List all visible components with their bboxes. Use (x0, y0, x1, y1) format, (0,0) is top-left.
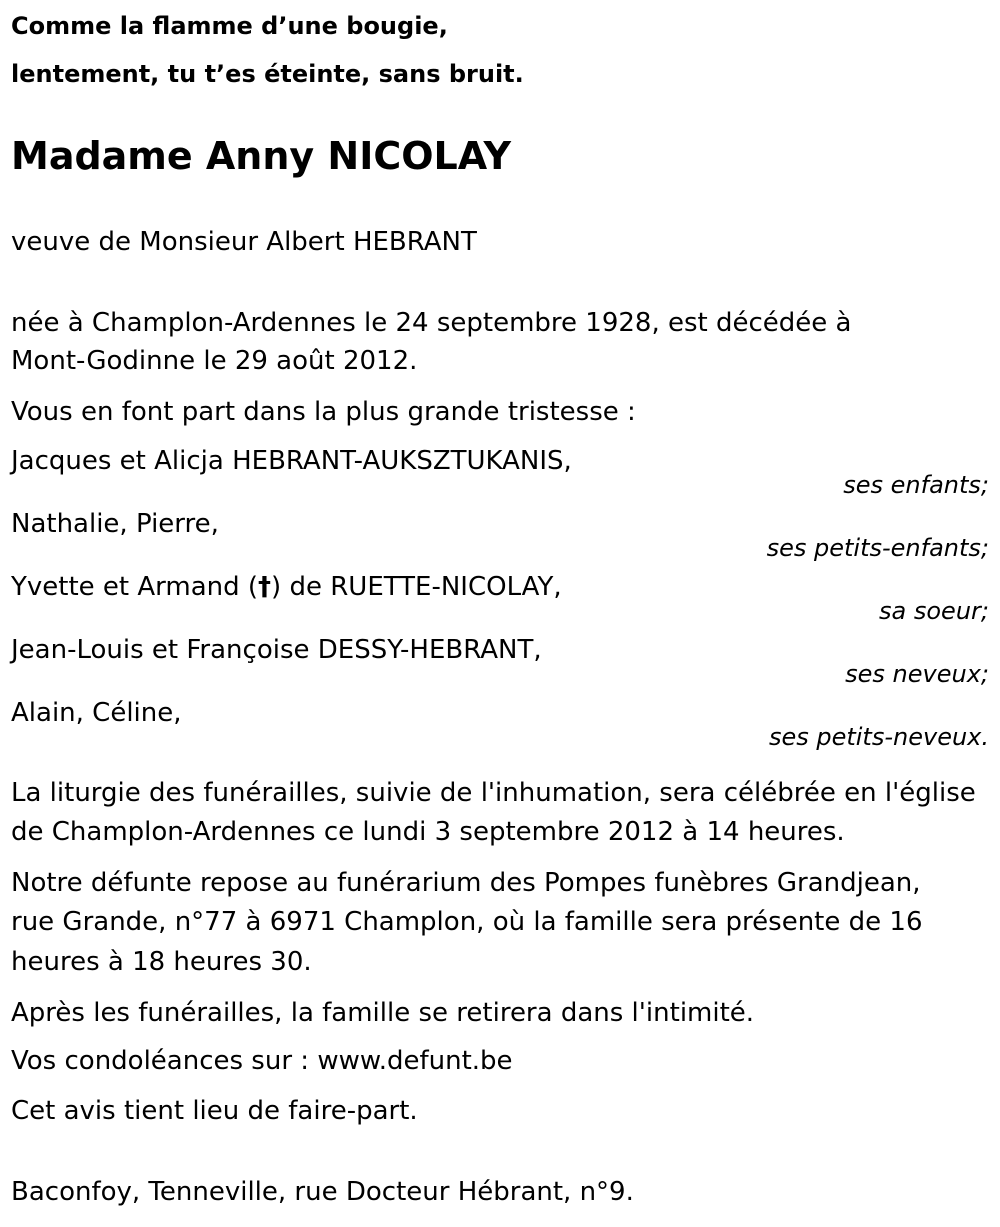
family-names-5: Alain, Céline, (11, 698, 182, 728)
family-role-4: ses neveux; (845, 660, 989, 688)
family-role-2: ses petits-enfants; (766, 534, 989, 562)
birth-death-line-2: Mont-Godinne le 29 août 2012. (11, 346, 418, 376)
family-names-3-part-1: Yvette et Armand ( (11, 572, 259, 602)
notice-line: Cet avis tient lieu de faire-part. (11, 1096, 418, 1126)
family-address: Baconfoy, Tenneville, rue Docteur Hébrant, n°9. (11, 1177, 634, 1207)
epigraph-line-1: Comme la flamme d’une bougie, (11, 12, 448, 40)
funeral-line-1: La liturgie des funérailles, suivie de l'inhumation, sera célébrée en l'église (11, 778, 976, 808)
family-names-1: Jacques et Alicja HEBRANT-AUKSZTUKANIS, (11, 446, 572, 476)
repose-line-3: heures à 18 heures 30. (11, 947, 312, 977)
family-role-3: sa soeur; (879, 597, 989, 625)
cross-icon: † (258, 572, 272, 602)
after-funeral-line: Après les funérailles, la famille se retirera dans l'intimité. (11, 998, 755, 1028)
family-names-3-part-2: ) de RUETTE-NICOLAY, (271, 572, 562, 602)
birth-death-line-1: née à Champlon-Ardennes le 24 septembre 1928, est décédée à (11, 308, 852, 338)
family-role-5: ses petits-neveux. (768, 723, 989, 751)
repose-line-2: rue Grande, n°77 à 6971 Champlon, où la famille sera présente de 16 (11, 907, 923, 937)
epigraph-line-2: lentement, tu t’es éteinte, sans bruit. (11, 60, 524, 88)
family-names-2: Nathalie, Pierre, (11, 509, 219, 539)
deceased-name: Madame Anny NICOLAY (11, 134, 512, 178)
repose-line-1: Notre défunte repose au funérarium des Pompes funèbres Grandjean, (11, 868, 921, 898)
family-role-1: ses enfants; (843, 471, 989, 499)
condolences-line: Vos condoléances sur : www.defunt.be (11, 1046, 513, 1076)
widow-of-line: veuve de Monsieur Albert HEBRANT (11, 227, 477, 257)
family-names-3 (11, 567, 562, 607)
announcement-line: Vous en font part dans la plus grande tristesse : (11, 397, 636, 427)
family-names-4: Jean-Louis et Françoise DESSY-HEBRANT, (11, 635, 542, 665)
funeral-line-2: de Champlon-Ardennes ce lundi 3 septembre 2012 à 14 heures. (11, 817, 845, 847)
